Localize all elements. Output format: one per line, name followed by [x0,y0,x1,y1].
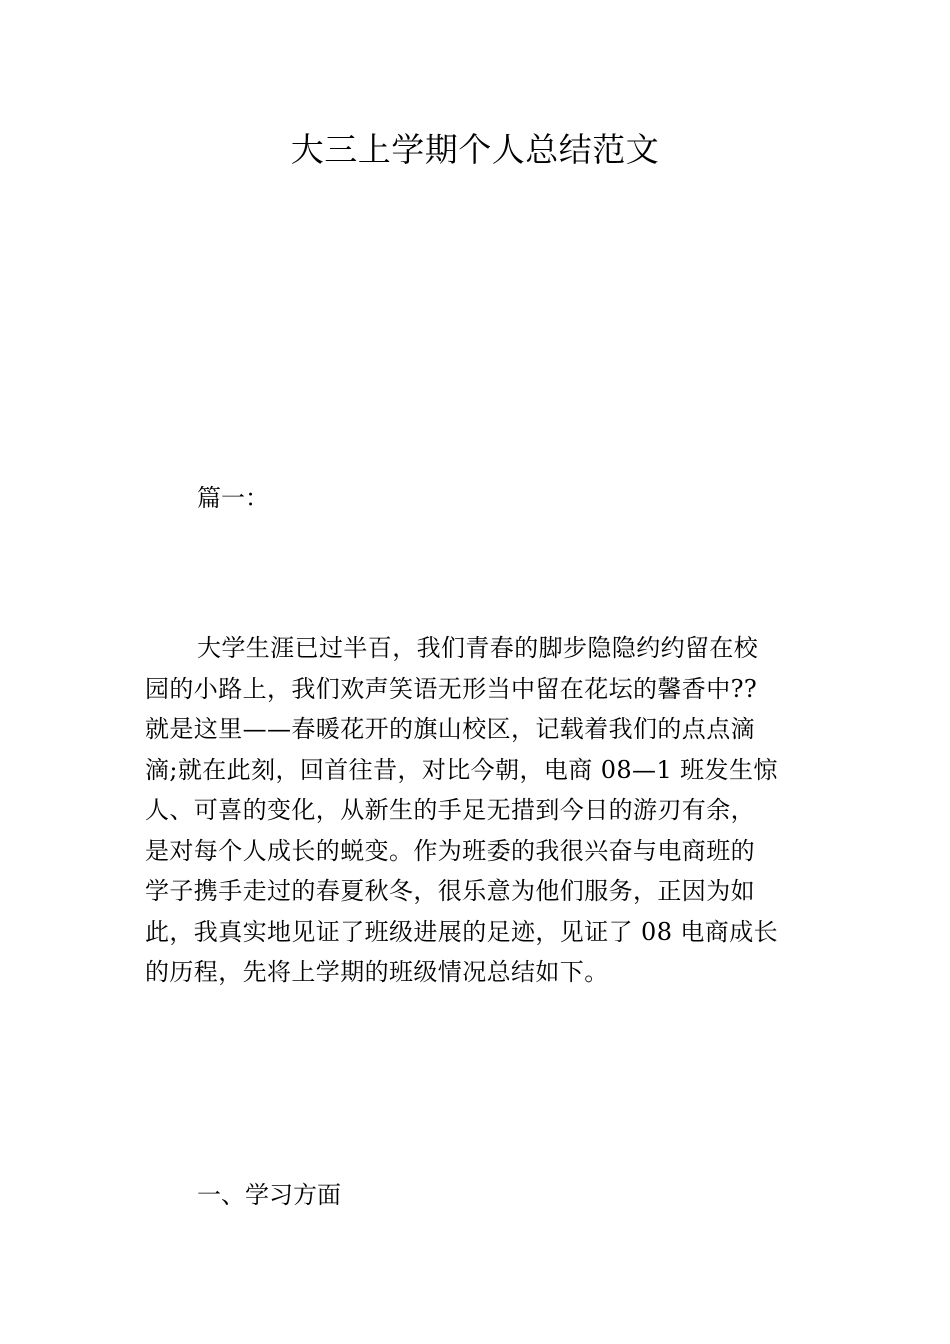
document-title: 大三上学期个人总结范文 [290,130,660,169]
paragraph-line: 大学生涯已过半百，我们青春的脚步隐隐约约留在校 [197,634,759,662]
paragraph-line: 人、可喜的变化，从新生的手足无措到今日的游刃有余， [145,796,755,824]
paragraph-line: 学子携手走过的春夏秋冬，很乐意为他们服务，正因为如 [145,877,755,905]
paragraph-line: 的历程，先将上学期的班级情况总结如下。 [145,958,609,986]
section-heading: 一、学习方面 [197,1181,341,1209]
paragraph-line: 园的小路上，我们欢声笑语无形当中留在花坛的馨香中?? [145,674,758,703]
paragraph-line: 就是这里——春暖花开的旗山校区，记载着我们的点点滴 [145,715,755,743]
paragraph-line: 此，我真实地见证了班级进展的足迹，见证了 08 电商成长 [145,917,778,946]
body-paragraph [145,628,810,993]
section-label: 篇一： [197,484,269,512]
paragraph-line: 滴;就在此刻，回首往昔，对比今朝，电商 08—1 班发生惊 [145,755,778,784]
paragraph-line: 是对每个人成长的蜕变。作为班委的我很兴奋与电商班的 [145,836,755,865]
